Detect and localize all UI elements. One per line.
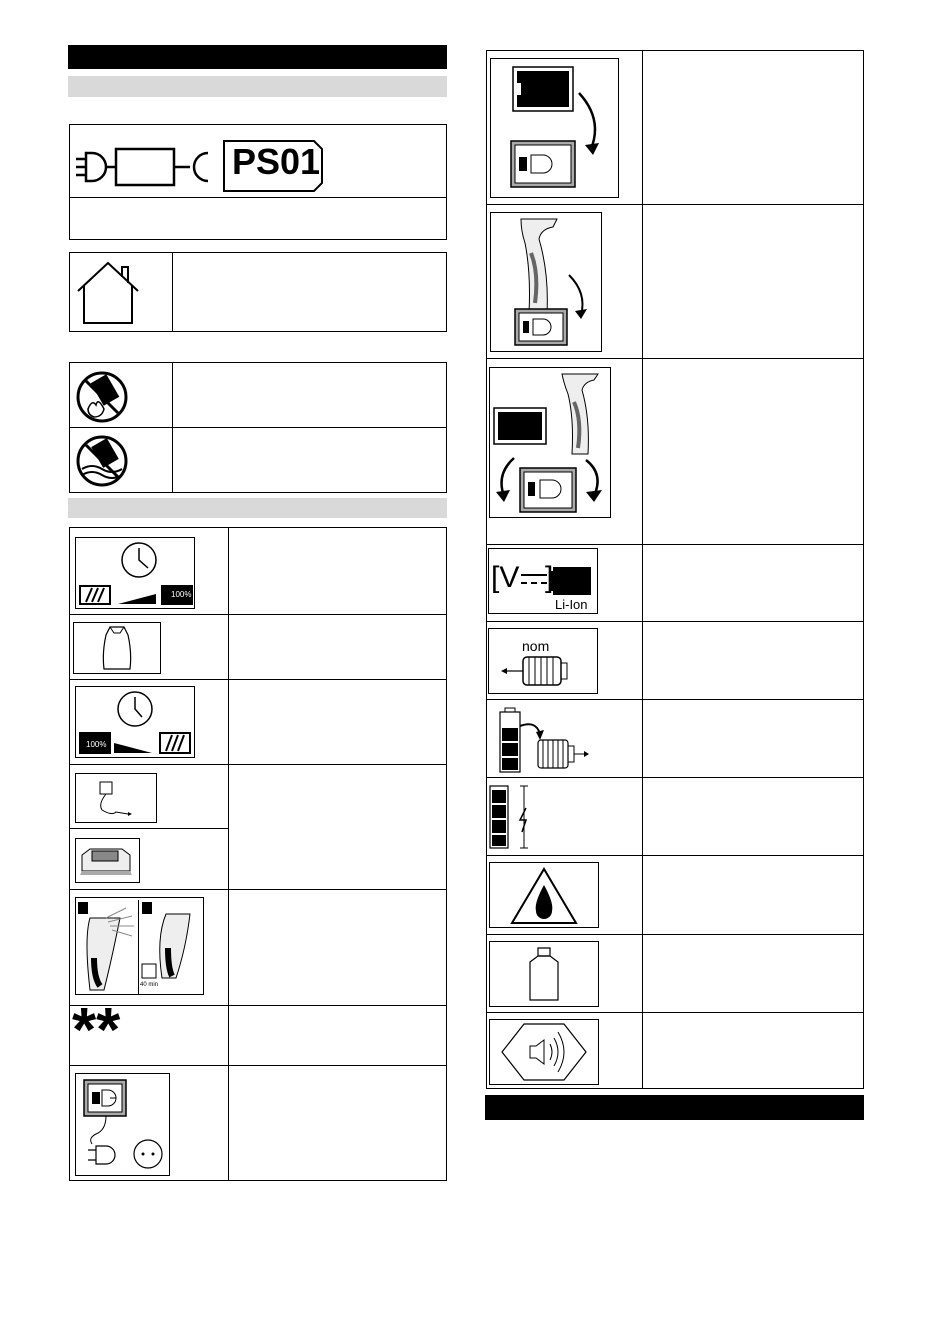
charge-time-icon (75, 537, 195, 609)
device-to-charger-icon (490, 212, 602, 352)
voltage-label: [V (491, 561, 520, 594)
battery-warnings-box (69, 362, 447, 493)
subsection-header-bar-2 (68, 498, 447, 518)
nom-label: nom (522, 638, 550, 654)
asterisk-icon: ** (72, 996, 121, 1065)
no-water-battery-icon (76, 433, 136, 493)
voltage-li-ion-icon (488, 548, 598, 614)
battery-full-label-2: 100% (86, 740, 107, 749)
device-battery-charger-icon (489, 367, 611, 518)
charging-station-icon (75, 838, 140, 883)
no-fire-battery-icon (76, 369, 136, 429)
plug-transformer-box (69, 124, 447, 240)
house-icon (74, 259, 154, 329)
voltage-close-label: ] (545, 561, 554, 594)
motor-nominal-icon (488, 628, 598, 694)
battery-full-label: 100% (171, 590, 192, 599)
battery-capacity-icon (488, 782, 538, 852)
weight-icon (489, 941, 599, 1007)
timer-label: 40 min (140, 982, 159, 988)
sound-icon (489, 1019, 599, 1085)
battery-to-charger-icon (490, 58, 619, 198)
charger-icon (75, 773, 157, 823)
warning-liquid-icon (489, 862, 599, 928)
section-header-bar (68, 45, 447, 69)
bag-icon (73, 622, 161, 674)
led-status-icon (75, 897, 204, 995)
ps01-label: PS01 (232, 141, 321, 182)
plug-socket-icon (75, 1073, 170, 1176)
subsection-header-bar (68, 76, 447, 97)
section-footer-bar (485, 1095, 864, 1120)
battery-motor-icon (492, 704, 592, 780)
li-ion-label: Li-Ion (555, 597, 588, 612)
discharge-time-icon (75, 686, 195, 758)
indoor-use-box (69, 252, 447, 332)
